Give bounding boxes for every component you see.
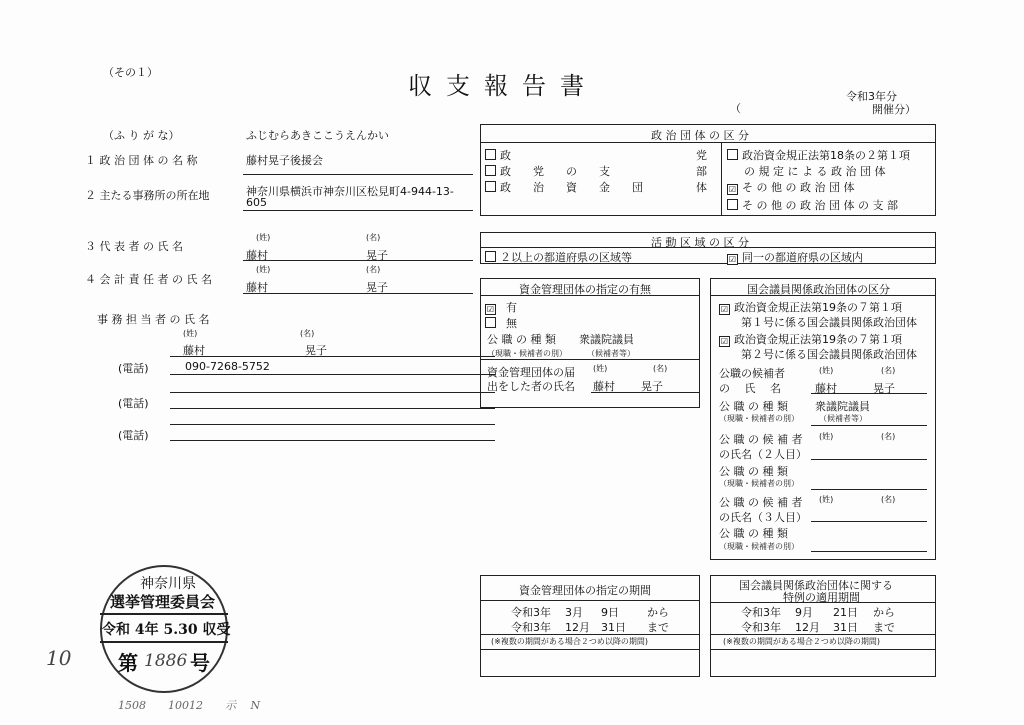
margin-number: 10: [46, 646, 72, 670]
branch-b: 部: [696, 165, 707, 178]
representative-label: ３ 代 表 者 の 氏 名: [85, 240, 183, 253]
diet-office-value: 衆議院議員: [815, 400, 870, 413]
acct-underline: [243, 293, 473, 294]
diet-office3-sub: （現職・候補者の別）: [719, 542, 799, 551]
fund-filer-sei: 藤村: [593, 380, 615, 393]
diet-office3-label: 公 職 の 種 類: [719, 527, 788, 540]
address-underline: [243, 210, 473, 211]
fund-mgmt-heading-line: [481, 295, 699, 296]
diet-cand-mei: 晃子: [873, 382, 895, 395]
fund-period-note: (※複数の期間がある場合２つめ以降の期間): [491, 637, 648, 646]
diet-cand-mei-label: (名): [881, 366, 896, 375]
acct-mei: 晃子: [366, 281, 388, 294]
paren-open: （: [730, 102, 741, 115]
fund-period-from-era: 令和3年: [511, 606, 551, 619]
org-type-right-row-0: [727, 147, 910, 163]
fund-period-heading: 資金管理団体の指定の期間: [519, 584, 651, 597]
rep-sei: 藤村: [246, 249, 268, 262]
fund-office-sub: （現職・候補者の別）: [487, 349, 567, 358]
checkbox-same-pref[interactable]: ☑: [728, 255, 737, 264]
diet-cand-line: [811, 393, 927, 394]
diet-cand3-mei-label: (名): [881, 495, 896, 504]
fund-filer-line: [591, 392, 699, 393]
rep-underline: [243, 260, 473, 261]
area-opt2: [727, 249, 863, 265]
diet-cand-sei: 藤村: [815, 382, 837, 395]
activity-area-box: [480, 232, 936, 264]
tel-line-1: [170, 374, 495, 375]
org-type-right-row-2: [727, 179, 854, 195]
diet-opt1-b: 第１号に係る国会議員関係政治団体: [741, 316, 917, 329]
party-b: 党: [696, 149, 707, 162]
diet-period-line: [711, 634, 935, 635]
org-type-heading: 政 治 団 体 の 区 分: [651, 129, 749, 142]
org-type-heading-line: [481, 142, 935, 143]
diet-heading-line: [711, 295, 935, 296]
fund-filer-label-2: 出をした者の氏名: [487, 380, 575, 393]
fund-period-from-m: 3月: [565, 606, 583, 619]
stamp-no-prefix: 第: [118, 651, 138, 675]
diet-office2-sub: （現職・候補者の別）: [719, 479, 799, 488]
rep-mei-label: (名): [366, 233, 381, 242]
dissolved-label: 開催分）: [872, 103, 916, 116]
address-line-1: 神奈川県横浜市神奈川区松見町4-944-13-: [246, 185, 454, 198]
other-branch-text: そ の 他 の 政 治 団 体 の 支 部: [742, 199, 898, 212]
diet-period-to-era: 令和3年: [741, 621, 781, 634]
accountant-label: ４ 会 計 責 任 者 の 氏 名: [85, 273, 212, 286]
page-title: 収支報告書: [408, 72, 598, 100]
other-org-text: そ の 他 の 政 治 団 体: [742, 181, 855, 194]
checkbox-multi-pref[interactable]: [485, 251, 496, 262]
diet-period-heading-1: 国会議員関係政治団体に関する: [739, 579, 893, 592]
org-type-divider: [721, 142, 722, 215]
checkbox-fund-yes[interactable]: ☑: [486, 305, 495, 314]
fund-no-row: [485, 315, 517, 331]
address-line-2: 605: [246, 196, 267, 209]
fund-period-from-d: 9日: [601, 606, 619, 619]
diet-cand3-sei-label: (姓): [819, 495, 834, 504]
area-opt1: [485, 249, 632, 265]
fund-period-line: [481, 634, 699, 635]
area-opt1-text: ２以上の都道府県の区域等: [500, 251, 632, 264]
fund-office-value: 衆議院議員: [579, 333, 634, 346]
diet-period-heading-2: 特例の適用期間: [783, 591, 860, 604]
fund-filer-mei: 晃子: [641, 380, 663, 393]
fund-filer-sei-label: (姓): [593, 364, 608, 373]
fund-period-line-2: [481, 649, 699, 650]
receipt-stamp: [100, 565, 231, 693]
diet-period-box: [710, 575, 936, 677]
form-part-label: （その１）: [103, 66, 158, 79]
staff-tel-label-2: (電話): [118, 397, 149, 410]
fund-no-text: 無: [506, 317, 517, 330]
fund-period-box: [480, 575, 700, 677]
fund-period-to-m: 12月: [565, 621, 590, 634]
diet-opt1-row: [719, 299, 902, 315]
checkbox-party[interactable]: [485, 149, 496, 160]
stamp-no-suffix: 号: [190, 651, 210, 675]
fund-yes-text: 有: [506, 301, 517, 314]
diet-period-from-word: から: [873, 606, 895, 619]
fund-period-to-d: 31日: [601, 621, 626, 634]
diet-cand2-label: 公 職 の 候 補 者: [719, 433, 803, 446]
fund-mgmt-heading: 資金管理団体の指定の有無: [519, 283, 651, 296]
diet-cand-label: 公職の候補者: [719, 367, 785, 380]
tel-line-5: [170, 440, 495, 441]
org-type-left-row-1: [485, 163, 707, 179]
staff-label: 事 務 担 当 者 の 氏 名: [97, 313, 210, 326]
fund-yes-row: [485, 299, 517, 315]
org-type-right-row-1: の 規 定 に よ る 政 治 団 体: [744, 165, 886, 178]
stamp-band-bottom: [100, 641, 228, 643]
staff-sei: 藤村: [183, 344, 205, 357]
checkbox-art18[interactable]: [727, 149, 738, 160]
diet-office-sub: （現職・候補者の別）: [719, 414, 799, 423]
acct-sei-label: (姓): [256, 265, 271, 274]
fund-office-sub-val: （候補者等）: [587, 349, 635, 358]
diet-office-line: [811, 425, 927, 426]
staff-sei-label: (姓): [183, 329, 198, 338]
org-type-right-row-3: [727, 197, 898, 213]
stamp-band-top: [100, 613, 228, 615]
staff-tel-label-1: (電話): [118, 362, 149, 375]
org-type-left-row-2: [485, 179, 707, 195]
tel-line-4: [170, 424, 495, 425]
diet-cand2-mei-label: (名): [881, 432, 896, 441]
diet-period-from-era: 令和3年: [741, 606, 781, 619]
fund-filer-mei-label: (名): [653, 364, 668, 373]
fund-org-b: 体: [696, 181, 707, 194]
acct-mei-label: (名): [366, 265, 381, 274]
checkbox-fund-no[interactable]: [485, 317, 496, 328]
org-type-box: [480, 124, 936, 216]
tel-line-3: [170, 408, 495, 409]
diet-period-note: (※複数の期間がある場合２つめ以降の期間): [723, 637, 880, 646]
fund-filer-label-1: 資金管理団体の届: [487, 366, 575, 379]
checkbox-diet-opt1[interactable]: ☑: [720, 305, 729, 314]
diet-office2-label: 公 職 の 種 類: [719, 465, 788, 478]
diet-cand-label-2: の 氏 名: [719, 382, 781, 395]
fund-period-heading-line: [481, 600, 699, 601]
furigana-value: ふじむらあきここうえんかい: [246, 129, 389, 142]
fund-period-from-word: から: [647, 606, 669, 619]
diet-period-to-word: まで: [873, 621, 895, 634]
staff-tel-1: 090-7268-5752: [185, 360, 270, 373]
stamp-date: 令和 4年 5.30 収受: [102, 622, 231, 638]
diet-cand2-line: [811, 459, 927, 460]
diet-office2-line: [811, 489, 927, 490]
staff-mei-label: (名): [300, 329, 315, 338]
org-name-label: １ 政 治 団 体 の 名 称: [85, 154, 198, 167]
diet-org-box: [710, 278, 936, 560]
diet-cand3-line: [811, 521, 927, 522]
staff-underline: [170, 356, 495, 357]
diet-cand-sei-label: (姓): [819, 366, 834, 375]
diet-period-from-m: 9月: [795, 606, 813, 619]
staff-mei: 晃子: [305, 344, 327, 357]
diet-opt1-a: 政治資金規正法第19条の７第１項: [734, 301, 902, 314]
area-opt2-text: 同一の都道府県の区域内: [742, 251, 863, 264]
rep-sei-label: (姓): [256, 233, 271, 242]
diet-cand2-label-2: の氏名（２人目）: [719, 448, 807, 461]
fund-office-line: [481, 359, 699, 360]
diet-period-line-2: [711, 649, 935, 650]
diet-period-to-d: 31日: [833, 621, 858, 634]
branch-a: 政 党 の 支: [500, 165, 610, 178]
diet-period-from-d: 21日: [833, 606, 858, 619]
fund-mgmt-box: [480, 278, 700, 408]
staff-tel-label-3: (電話): [118, 429, 149, 442]
diet-opt2-row: [719, 331, 902, 347]
rep-mei: 晃子: [366, 249, 388, 262]
checkbox-party-branch[interactable]: [485, 165, 496, 176]
diet-office-label: 公 職 の 種 類: [719, 400, 788, 413]
fund-period-to-word: まで: [647, 621, 669, 634]
area-heading-line: [481, 247, 935, 248]
diet-opt2-a: 政治資金規正法第19条の７第１項: [734, 333, 902, 346]
diet-period-to-m: 12月: [795, 621, 820, 634]
report-year: 令和3年分: [846, 90, 897, 103]
stamp-line-2: 選挙管理委員会: [110, 593, 216, 611]
party-a: 政: [500, 149, 511, 162]
address-label: ２ 主たる事務所の所在地: [85, 189, 210, 202]
diet-opt2-b: 第２号に係る国会議員関係政治団体: [741, 348, 917, 361]
diet-office3-line: [811, 551, 927, 552]
diet-period-heading-line: [711, 602, 935, 603]
fund-office-label: 公 職 の 種 類: [487, 333, 556, 346]
checkbox-fund-org[interactable]: [485, 181, 496, 192]
org-name-underline: [243, 174, 473, 175]
diet-cand3-label-2: の氏名（３人目）: [719, 511, 807, 524]
diet-office-sub-val: （候補者等）: [819, 414, 867, 423]
area-heading: 活 動 区 域 の 区 分: [651, 236, 749, 249]
stamp-no: 1886: [144, 651, 188, 671]
fund-org-a: 政 治 資 金 団: [500, 181, 643, 194]
diet-cand2-sei-label: (姓): [819, 432, 834, 441]
art18-text: 政治資金規正法第18条の２第１項: [742, 149, 910, 162]
checkbox-other-org[interactable]: ☑: [728, 185, 737, 194]
fund-period-to-era: 令和3年: [511, 621, 551, 634]
acct-sei: 藤村: [246, 281, 268, 294]
stamp-line-1: 神奈川県: [140, 576, 196, 592]
diet-cand3-label: 公 職 の 候 補 者: [719, 496, 803, 509]
diet-heading: 国会議員関係政治団体の区分: [747, 283, 890, 296]
checkbox-diet-opt2[interactable]: ☑: [720, 337, 729, 346]
furigana-label: （ふ り が な）: [103, 129, 180, 142]
checkbox-other-org-branch[interactable]: [727, 199, 738, 210]
tel-line-2: [170, 392, 495, 393]
bottom-handwritten: 1508 10012 示 N: [118, 699, 261, 712]
org-name-value: 藤村晃子後援会: [246, 154, 323, 167]
org-type-left-row-0: [485, 147, 707, 163]
